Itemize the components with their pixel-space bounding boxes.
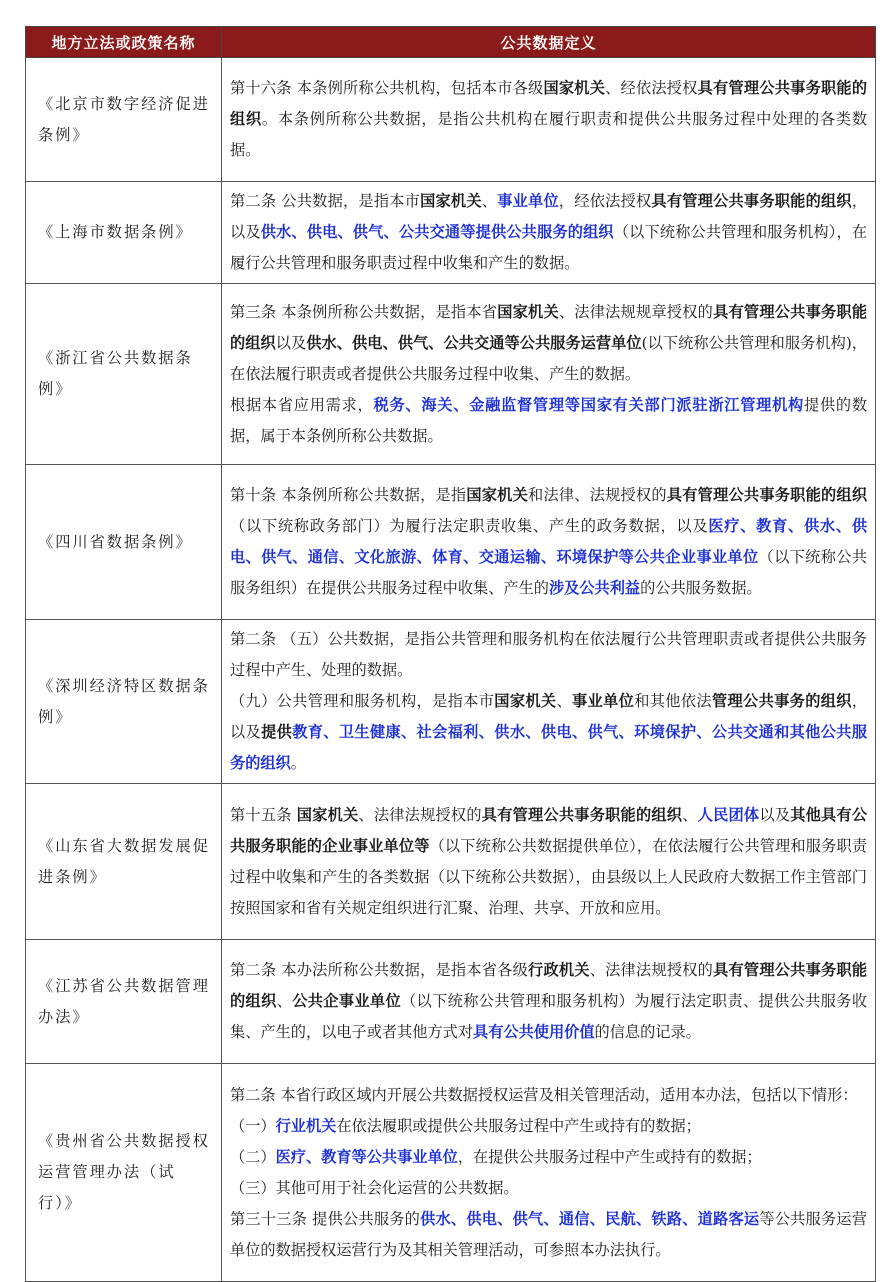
definition-text: 第三条 本条例所称公共数据，是指本省 <box>230 302 498 321</box>
bold-text: 管理公共事务的组织 <box>711 692 852 710</box>
definition-paragraph <box>230 297 867 390</box>
bold-text: 具有管理公共事务职能的组织 <box>230 79 868 128</box>
definition-text: 根据本省应用需求， <box>230 395 374 414</box>
definition-cell <box>222 465 876 620</box>
definition-paragraph <box>230 1204 867 1266</box>
table-header-row <box>26 27 876 58</box>
definition-text: （三）其他可用于社会化运营的公共数据。 <box>230 1178 519 1197</box>
definition-paragraph <box>230 955 867 1048</box>
highlight-text: 涉及公共利益 <box>548 579 641 597</box>
definition-paragraph <box>230 186 867 279</box>
definition-text: 。 <box>290 754 306 772</box>
definition-cell <box>222 58 876 182</box>
definition-text: （以下统称公共服务组织）在提供公共服务过程中收集、产生的 <box>230 548 868 597</box>
definition-text: ，以及 <box>230 192 868 241</box>
highlight-text: 供水、供电、供气、公共交通等提供公共服务的组织 <box>260 223 614 241</box>
definition-paragraph <box>230 1080 867 1111</box>
definition-paragraph <box>230 390 867 452</box>
definition-text: 、 <box>556 692 573 710</box>
bold-text: 供水、供电、供气、公共交通等公共服务运营单位 <box>306 333 642 352</box>
definition-text: 第十五条 <box>230 805 297 824</box>
table-row <box>26 465 876 620</box>
bold-text: 国家机关 <box>543 79 606 97</box>
bold-text: 具有管理公共事务职能的组织 <box>481 805 683 824</box>
table-row <box>26 784 876 940</box>
definition-cell <box>222 284 876 465</box>
table-row <box>26 1064 876 1282</box>
definition-text: 第二条 本办法所称公共数据，是指本省各级 <box>230 961 529 979</box>
definition-text: 、 <box>276 992 293 1010</box>
definition-text: 、 <box>682 805 698 824</box>
definition-text: （以下统称公共管理和服务机构），在履行公共管理和服务职责过程中收集和产生的数据。 <box>230 223 868 272</box>
highlight-text: 医疗、教育、供水、供电、供气、通信、文化旅游、体育、交通运输、环境保护等公共企业事业单位 <box>230 517 868 566</box>
bold-text: 国家机关 <box>296 805 359 824</box>
bold-text: 国家机关 <box>466 486 529 504</box>
policy-name-cell: 《深圳经济特区数据条例》 <box>26 620 222 784</box>
definition-text: 以及 <box>275 333 307 352</box>
definition-paragraph <box>230 686 867 779</box>
definition-text: 和其他依法 <box>634 692 712 710</box>
definition-text: 的信息的记录。 <box>594 1023 701 1041</box>
bold-text: 具有管理公共事务职能的组织 <box>230 961 868 1010</box>
definition-text: （以下统称政务部门）为履行法定职责收集、产生的政务数据，以及 <box>230 517 709 535</box>
bold-text: 提供 <box>261 723 293 741</box>
bold-text: 具有管理公共事务职能的组织 <box>230 302 868 352</box>
highlight-text: 税务、海关、金融监督管理等国家有关部门派驻浙江管理机构 <box>373 395 804 414</box>
definition-text: 以及 <box>759 805 791 824</box>
definition-text: 第三十三条 提供公共服务的 <box>230 1209 421 1228</box>
bold-text: 行政机关 <box>528 961 590 979</box>
definition-text: 第二条 本省行政区域内开展公共数据授权运营及相关管理活动，适用本办法，包括以下情形： <box>230 1085 858 1104</box>
definition-text: ，在提供公共服务过程中产生或持有的数据； <box>457 1147 762 1166</box>
highlight-text: 供水、供电、供气、通信、民航、铁路、道路客运 <box>420 1209 760 1228</box>
table-row <box>26 58 876 182</box>
table-row <box>26 620 876 784</box>
policy-table-container <box>25 26 875 1282</box>
definition-text: ，经依法授权 <box>558 192 652 210</box>
definition-cell <box>222 1064 876 1282</box>
bold-text: 公共企事业单位 <box>292 992 402 1010</box>
policy-name-cell: 《贵州省公共数据授权运营管理办法（试行）》 <box>26 1064 222 1282</box>
definition-text: 、法律法规授权的 <box>589 961 714 979</box>
definition-text: 、法律法规规章授权的 <box>558 302 714 321</box>
definition-paragraph <box>230 800 867 924</box>
definition-text: 第二条 （五）公共数据，是指公共管理和服务机构在依法履行公共管理职责或者提供公共服务过程中产生、处理的数据。 <box>230 630 867 679</box>
definition-paragraph <box>230 1173 867 1204</box>
definition-text: 的公共服务数据。 <box>640 579 762 597</box>
definition-cell <box>222 940 876 1064</box>
header-policy-name: 地方立法或政策名称 <box>26 27 222 58</box>
definition-text: 等公共服务运营单位的数据授权运营行为及其相关管理活动，可参照本办法执行。 <box>230 1209 868 1259</box>
definition-paragraph <box>230 1142 867 1173</box>
definition-text: 提供的数据，属于本条例所称公共数据。 <box>230 395 868 445</box>
policy-name-cell: 《山东省大数据发展促进条例》 <box>26 784 222 940</box>
policy-name-cell: 《上海市数据条例》 <box>26 182 222 284</box>
policy-name-cell: 《江苏省公共数据管理办法》 <box>26 940 222 1064</box>
definition-text: 、经依法授权 <box>605 79 698 97</box>
definition-cell <box>222 784 876 940</box>
bold-text: 其他具有公共服务职能的企业事业单位等 <box>230 805 868 855</box>
table-row <box>26 182 876 284</box>
policy-name-cell: 《四川省数据条例》 <box>26 465 222 620</box>
bold-text: 国家机关 <box>420 192 482 210</box>
table-row <box>26 284 876 465</box>
definition-text: （一） <box>230 1116 276 1135</box>
definition-text: 在依法履职或提供公共服务过程中产生或持有的数据； <box>336 1116 701 1135</box>
definition-text: 和法律、法规授权的 <box>528 486 667 504</box>
definition-text: ，以及 <box>230 692 868 741</box>
public-data-definition-table <box>25 26 876 1282</box>
table-body <box>26 58 876 1282</box>
table-row <box>26 940 876 1064</box>
highlight-text: 事业单位 <box>497 192 559 210</box>
definition-text: 。本条例所称公共数据，是指公共机构在履行职责和提供公共服务过程中处理的各类数据。 <box>230 110 868 159</box>
definition-cell <box>222 182 876 284</box>
bold-text: 具有管理公共事务职能的组织 <box>666 486 868 504</box>
highlight-text: 人民团体 <box>697 805 760 824</box>
definition-text: 第十六条 本条例所称公共机构，包括本市各级 <box>230 79 544 97</box>
definition-paragraph <box>230 1111 867 1142</box>
definition-text: （以下统称公共管理和服务机构）为履行法定职责、提供公共服务收集、产生的，以电子或者其他方式对 <box>230 992 868 1041</box>
bold-text: 国家机关 <box>497 302 559 321</box>
definition-text: (以下统称公共管理和服务机构)，在依法履行职责或者提供公共服务过程中收集、产生的数据。 <box>230 333 868 383</box>
definition-text: （以下统称公共数据提供单位），在依法履行公共管理和服务职责过程中收集和产生的各类数据（以下统称公共数据），由县级以上人民政府大数据工作主管部门按照国家和省有关规定组织进行汇聚、治理、共享、开放和应用。 <box>230 836 868 917</box>
bold-text: 具有管理公共事务职能的组织 <box>651 192 852 210</box>
definition-text: 、 <box>481 192 498 210</box>
definition-paragraph <box>230 624 867 686</box>
definition-text: （二） <box>230 1147 276 1166</box>
highlight-text: 教育、卫生健康、社会福利、供水、供电、供气、环境保护、公共交通和其他公共服务的组织 <box>230 723 868 772</box>
highlight-text: 医疗、教育等公共事业单位 <box>275 1147 458 1166</box>
definition-paragraph <box>230 480 867 604</box>
policy-name-cell: 《北京市数字经济促进条例》 <box>26 58 222 182</box>
definition-text: 、法律法规授权的 <box>358 805 482 824</box>
definition-text: 第十条 本条例所称公共数据，是指 <box>230 486 467 504</box>
header-definition: 公共数据定义 <box>222 27 876 58</box>
highlight-text: 行业机关 <box>275 1116 337 1135</box>
definition-text: （九）公共管理和服务机构，是指本市 <box>230 692 495 710</box>
bold-text: 国家机关 <box>494 692 557 710</box>
policy-name-cell: 《浙江省公共数据条例》 <box>26 284 222 465</box>
definition-text: 第二条 公共数据，是指本市 <box>230 192 421 210</box>
highlight-text: 具有公共使用价值 <box>473 1023 595 1041</box>
definition-paragraph <box>230 73 867 166</box>
definition-cell <box>222 620 876 784</box>
bold-text: 事业单位 <box>572 692 635 710</box>
